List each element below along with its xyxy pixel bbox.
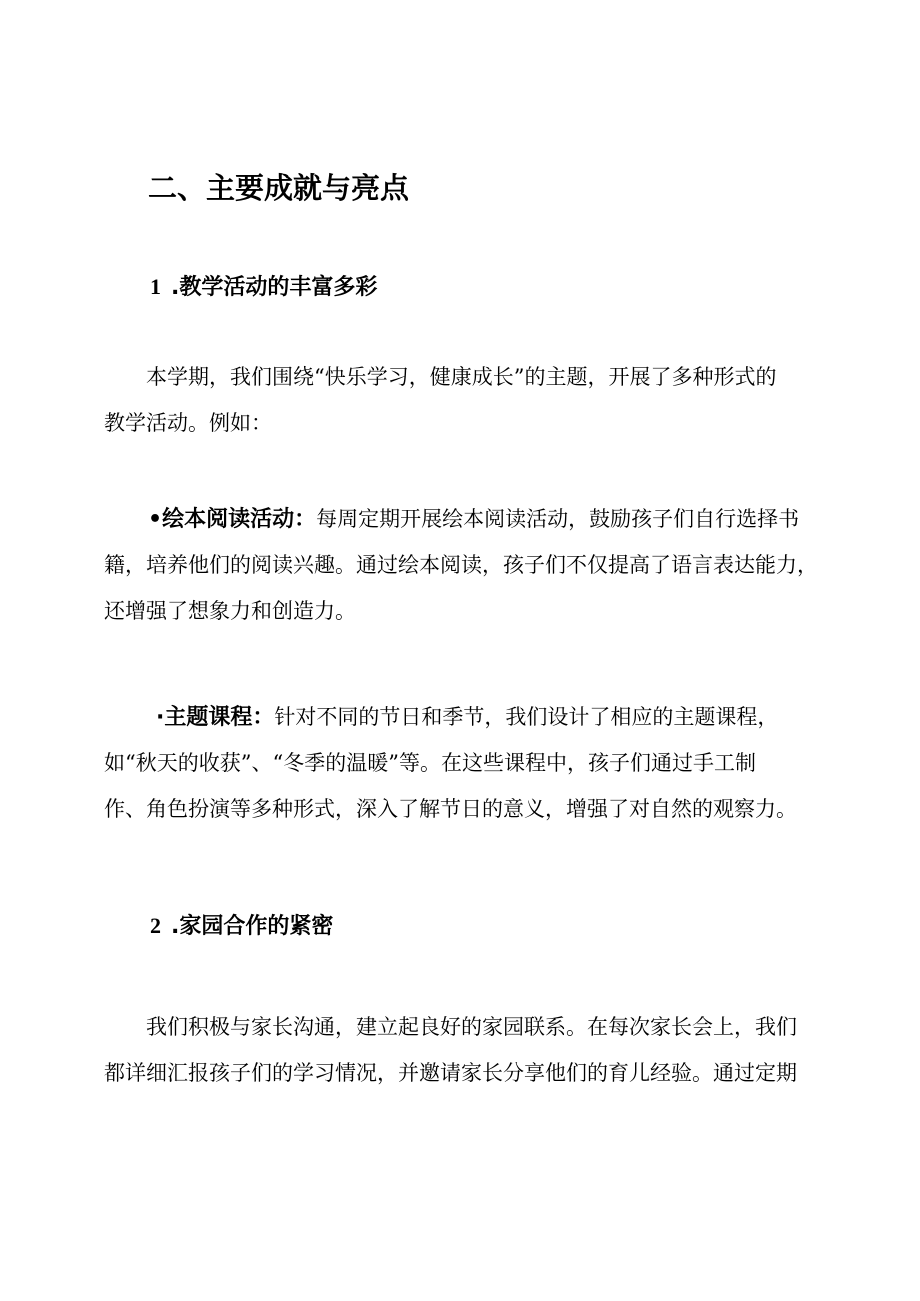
bullet-text: 针对不同的节日和季节，我们设计了相应的主题课程， [274, 705, 779, 729]
subheading-teaching-activities [150, 270, 377, 301]
paragraph-line [104, 496, 834, 542]
bullet-marker: · [156, 705, 165, 730]
subheading-number: 2 [150, 913, 161, 938]
subheading-home-school-cooperation [150, 909, 333, 940]
section-heading: 二、主要成就与亮点 [148, 171, 410, 205]
paragraph-line: 作、角色扮演等多种形式，深入了解节日的意义，增强了对自然的观察力。 [104, 797, 797, 821]
bullet-text: 每周定期开展绘本阅读活动，鼓励孩子们自行选择书 [316, 507, 800, 531]
paragraph-line [104, 694, 834, 740]
bullet-lead: 主题课程： [164, 705, 275, 730]
home-school-paragraph [104, 1004, 834, 1096]
intro-paragraph [104, 354, 834, 446]
bullet-theme-courses [104, 694, 834, 832]
bullet-lead: 绘本阅读活动： [162, 507, 317, 532]
subheading-title: .教学活动的丰富多彩 [171, 275, 378, 300]
paragraph-line: 如“秋天的收获”、“冬季的温暖”等。在这些课程中，孩子们通过手工制 [104, 751, 756, 775]
subheading-title: .家园合作的紧密 [171, 914, 334, 939]
paragraph-line: 籍，培养他们的阅读兴趣。通过绘本阅读，孩子们不仅提高了语言表达能力， [104, 553, 818, 577]
subheading-number: 1 [150, 274, 161, 299]
paragraph-line: 都详细汇报孩子们的学习情况，并邀请家长分享他们的育儿经验。通过定期 [104, 1061, 797, 1085]
paragraph-line: 我们积极与家长沟通，建立起良好的家园联系。在每次家长会上，我们 [146, 1015, 797, 1039]
paragraph-line: 教学活动。例如： [104, 411, 272, 435]
bullet-marker: • [148, 507, 163, 532]
paragraph-line: 本学期，我们围绕“快乐学习，健康成长”的主题，开展了多种形式的 [146, 365, 777, 389]
bullet-picture-book-reading [104, 496, 834, 634]
paragraph-line: 还增强了想象力和创造力。 [104, 599, 356, 623]
